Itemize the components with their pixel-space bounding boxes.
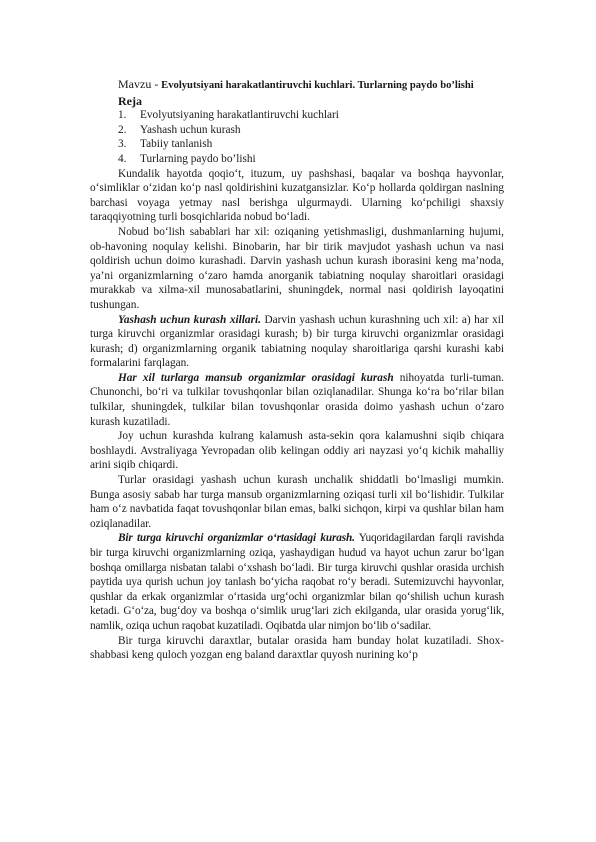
paragraph: [90, 531, 504, 633]
plan-item-number: 1.: [118, 109, 127, 122]
plan-item: [90, 108, 504, 123]
paragraph: [90, 313, 504, 371]
paragraph-lead: Bir turga kiruvchi organizmlar o‘rtasidagi kurash.: [118, 532, 355, 545]
topic-title: Evolyutsiyani harakatlantiruvchi kuchlari. Turlarning paydo bo’lishi: [161, 80, 474, 91]
document-body: [90, 77, 504, 663]
plan-item-number: 3.: [118, 138, 127, 151]
paragraph-text: Kundalik hayotda qoqio‘t, ituzum, uy pashshasi, baqalar va boshqa hayvonlar, o‘simliklar o‘zidan ko‘p nasl qoldirishini kuzatgansizlar. Ko‘p hollarda qoldirgan naslning barchasi voyaga yetmay nasl berishga ulgurmaydi. Ularning ko‘pchiligi shaxsiy taraqqiyotning turli bosqichlarida nobud bo‘ladi.: [90, 167, 504, 224]
topic-label: Mavzu -: [118, 77, 159, 91]
plan-item-text: Evolyutsiyaning harakatlantiruvchi kuchlari: [140, 109, 339, 122]
paragraph-text: Turlar orasidagi yashash uchun kurash unchalik shiddatli bo‘lmasligi mumkin. Bunga asosiy sabab har turga mansub organizmlarning oziqasi turli xil bo‘lishidir. Tulkilar ham o‘z navbatida faqat tovushqonlar bilan emas, balki sichqon, kirpi va qushlar bilan ham oziqlanadilar.: [90, 474, 504, 530]
plan-item-text: Yashash uchun kurash: [140, 123, 241, 136]
plan-item: [90, 137, 504, 152]
plan-item: [90, 123, 504, 138]
paragraph: [90, 225, 504, 313]
plan-list: [90, 108, 504, 166]
paragraph: [90, 473, 504, 531]
paragraph-lead: Har xil turlarga mansub organizmlar orasidagi kurash: [118, 371, 394, 384]
paragraph: [90, 429, 504, 473]
plan-item-number: 4.: [118, 152, 127, 165]
paragraph-text: Joy uchun kurashda kulrang kalamush asta-sekin qora kalamushni siqib chiqara boshlaydi. Avstraliyaga Yevropadan olib kelingan oddiy ari nayzasi yo‘q kichik mahalliy arini siqib chiqardi.: [90, 430, 504, 472]
plan-heading: Reja: [118, 93, 142, 108]
paragraph-text: Yuqoridagilardan farqli ravishda bir turga kiruvchi organizmlarning oziqa, yashaydigan hudud va hayot uchun zarur bo‘lgan boshqa omillarga nisbatan talabi o‘xshash bo‘ladi. Bir turga kiruvchi qushlar orasida urchish paytida uya qurish uchun joy tanlash bo‘yicha raqobat ro‘y beradi. Sutemizuvchi hayvonlar, qushlar da erkak organizmlar o‘rtasida urg‘ochi organizmlar bilan qo‘shilish uchun kurash ketadi. G‘o‘za, bug‘doy va boshqa o‘simlik urug‘lari zich ekilganda, ular orasida yorug‘lik, namlik, oziqa uchun raqobat kuzatiladi. Oqibatda ular nimjon bo‘lib o‘sadilar.: [90, 532, 505, 632]
plan-item: [90, 152, 504, 167]
plan-item-text: Turlarning paydo bo’lishi: [140, 152, 256, 165]
paragraph: [90, 371, 504, 429]
plan-item-text: Tabiiy tanlanish: [140, 138, 213, 151]
paragraph-text: Darvin yashash uchun kurashning uch xil: a) har xil turga kiruvchi organizmlar orasidagi kurash; b) bir turga kiruvchi organizmlar orasidagi kurash; d) organizmlarning organik tabiatning noqulay sharoitlariga qarshi kurashi kabi formalarini farqlagan.: [90, 313, 504, 370]
topic-line: [90, 77, 504, 94]
paragraph-lead: Yashash uchun kurash xillari.: [118, 313, 261, 326]
paragraph-text: nihoyatda turli-tuman. Chunonchi, bo‘ri va tulkilar tovushqonlar bilan oziqlanadilar. Shunga ko‘ra bo‘rilar bilan tulkilar, shuningdek, tulkilar bilan tovushqonlar orasida doimo yashash uchun o‘zaro kurash kuzatiladi.: [90, 371, 504, 428]
paragraph: [90, 167, 504, 225]
paragraph-text: Bir turga kiruvchi daraxtlar, butalar orasida ham bunday holat kuzatiladi. Shox-shabbasi keng quloch yozgan eng baland daraxtlar quyosh nurining ko‘p: [90, 634, 504, 662]
paragraph: [90, 634, 504, 663]
plan-item-number: 2.: [118, 123, 127, 136]
paragraph-text: Nobud bo‘lish sabablari har xil: oziqaning yetishmasligi, dushmanlarning hujumi, ob-havoning noqulay kelishi. Binobarin, har bir tirik mavjudot yashash uchun va nasi qoldirish uchun doimo kurashadi. Darvin yashash uchun kurash iborasini keng ma’noda, ya’ni organizmlarning o‘zaro hamda anorganik tabiatning noqulay sharoitlari orasidagi murakkab va xilma-xil munosabatlarini, shuningdek, normal nasi qoldirish layoqatini tushungan.: [90, 225, 504, 311]
